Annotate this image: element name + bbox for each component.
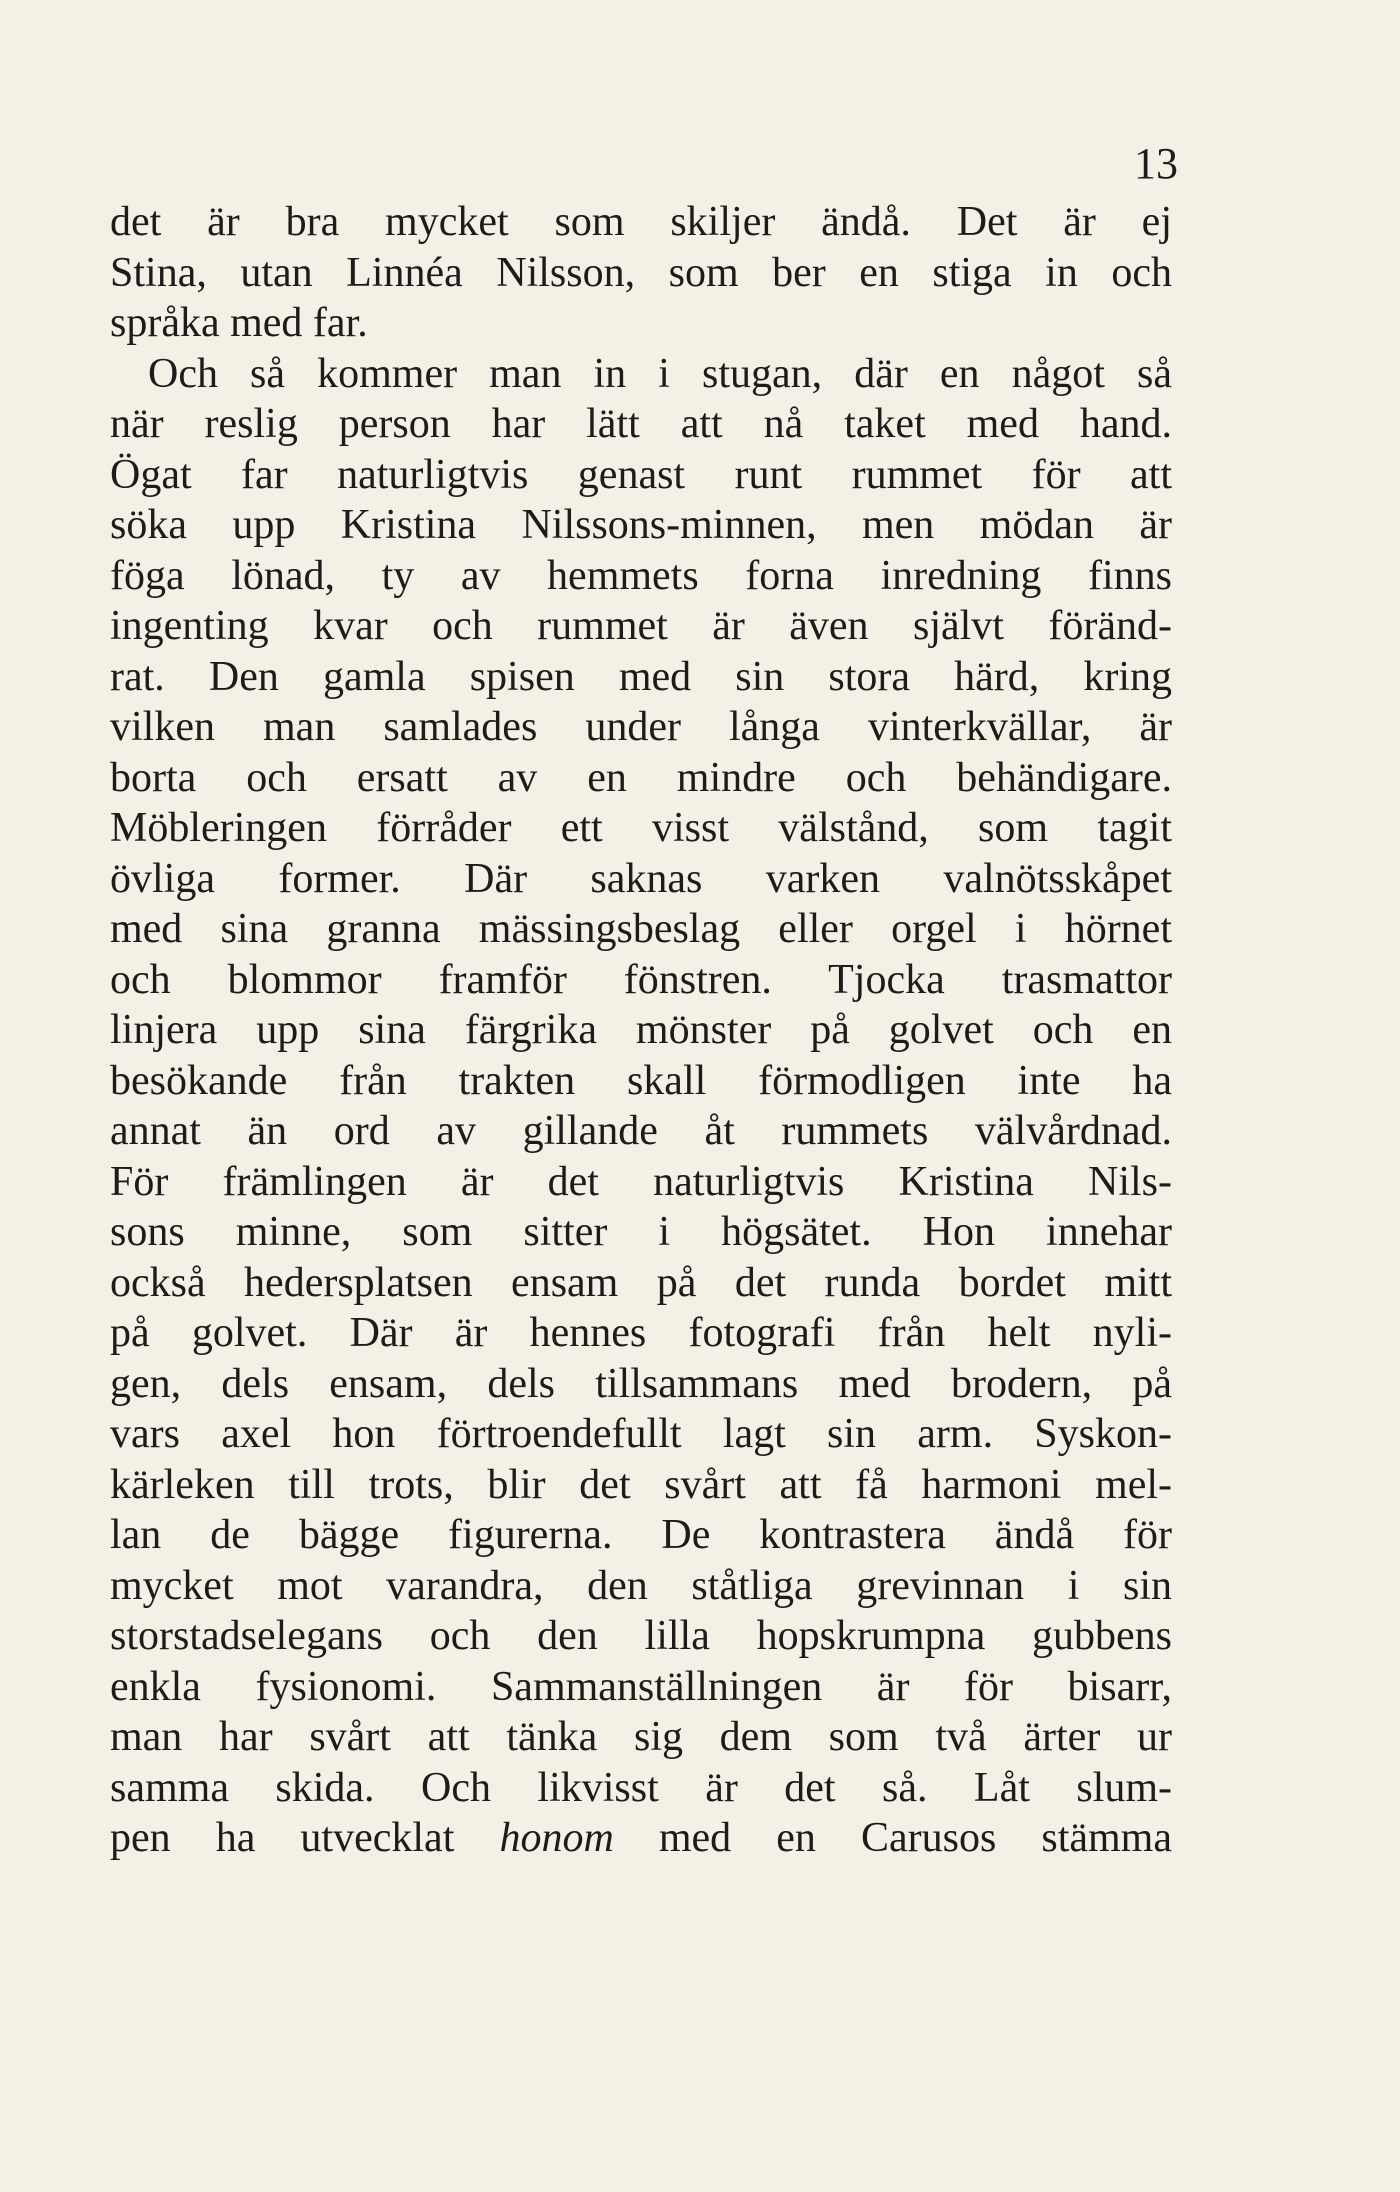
text-line: föga lönad, ty av hemmets forna inredning finns	[110, 552, 1172, 599]
text-line: För främlingen är det naturligtvis Kristina Nils-	[110, 1158, 1172, 1205]
text-line: samma skida. Och likvisst är det så. Låt slum-	[110, 1764, 1172, 1811]
text-line: lan de bägge figurerna. De kontrastera ändå för	[110, 1512, 1172, 1558]
text-line: gen, dels ensam, dels tillsammans med brodern, på	[110, 1360, 1172, 1407]
text-line: linjera upp sina färgrika mönster på golvet och en	[110, 1007, 1172, 1053]
text-line: vilken man samlades under långa vinterkvällar, är	[110, 704, 1172, 750]
text-line: söka upp Kristina Nilssons-minnen, men mödan är	[110, 502, 1172, 548]
text-line: på golvet. Där är hennes fotografi från helt nyli-	[110, 1310, 1172, 1356]
page-number: 13	[1134, 139, 1178, 188]
text-line: storstadselegans och den lilla hopskrumpna gubbens	[110, 1613, 1172, 1659]
final-line-start: pen ha utvecklat	[110, 1815, 500, 1861]
text-line: Möbleringen förråder ett visst välstånd, som tagit	[110, 805, 1172, 851]
text-line: Och så kommer man in i stugan, där en något så	[148, 350, 1172, 397]
text-line: Ögat far naturligtvis genast runt rummet för att	[110, 451, 1172, 498]
text-line: rat. Den gamla spisen med sin stora härd, kring	[110, 653, 1172, 700]
text-line-final	[110, 1813, 1172, 1864]
text-line: kärleken till trots, blir det svårt att få harmoni mel-	[110, 1461, 1172, 1508]
text-line: och blommor framför fönstren. Tjocka trasmattor	[110, 956, 1172, 1003]
text-line: övliga former. Där saknas varken valnötsskåpet	[110, 855, 1172, 902]
text-line: enkla fysionomi. Sammanställningen är för bisarr,	[110, 1663, 1172, 1710]
text-line: man har svårt att tänka sig dem som två ärter ur	[110, 1714, 1172, 1760]
text-line: sons minne, som sitter i högsätet. Hon innehar	[110, 1209, 1172, 1255]
text-line: det är bra mycket som skiljer ändå. Det är ej	[110, 199, 1172, 245]
text-line: annat än ord av gillande åt rummets välvårdnad.	[110, 1108, 1172, 1154]
emphasized-word: honom	[499, 1815, 614, 1861]
text-line: borta och ersatt av en mindre och behändigare.	[110, 754, 1172, 801]
body-text	[110, 197, 1172, 1864]
text-line: besökande från trakten skall förmodligen inte ha	[110, 1057, 1172, 1104]
text-line: ingenting kvar och rummet är även självt föränd-	[110, 603, 1172, 649]
final-line-end: med en Carusos stämma	[613, 1815, 1172, 1861]
text-line: Stina, utan Linnéa Nilsson, som ber en stiga in och	[110, 249, 1172, 296]
text-lines	[110, 197, 1172, 1813]
text-line: med sina granna mässingsbeslag eller orgel i hörnet	[110, 906, 1172, 952]
text-line: vars axel hon förtroendefullt lagt sin arm. Syskon-	[110, 1411, 1172, 1457]
text-line: också hedersplatsen ensam på det runda bordet mitt	[110, 1259, 1172, 1306]
text-line: när reslig person har lätt att nå taket med hand.	[110, 401, 1172, 447]
text-line: språka med far.	[110, 300, 368, 346]
text-line: mycket mot varandra, den ståtliga grevinnan i sin	[110, 1562, 1172, 1609]
